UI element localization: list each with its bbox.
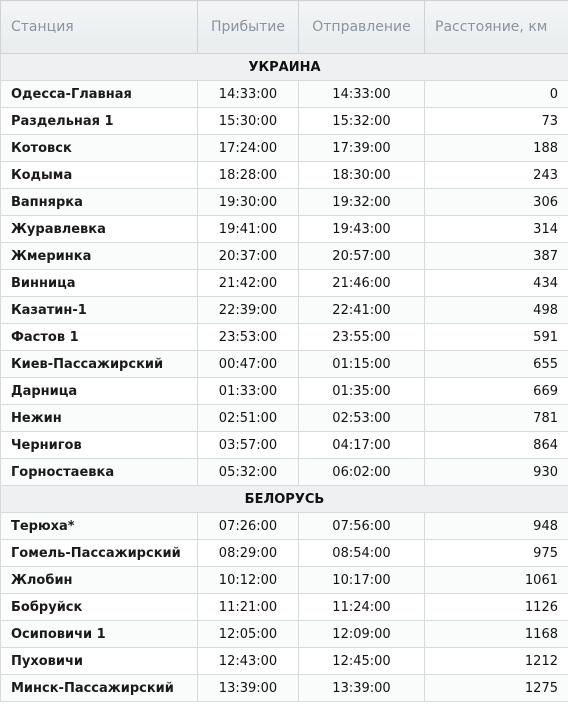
station-cell: Фастов 1 — [1, 324, 198, 351]
table-row — [1, 81, 568, 108]
station-cell: Минск-Пассажирский — [1, 675, 198, 702]
departure-cell: 12:09:00 — [299, 621, 425, 648]
distance-cell: 1168 — [425, 621, 568, 648]
distance-cell: 781 — [425, 405, 568, 432]
departure-cell: 02:53:00 — [299, 405, 425, 432]
distance-cell: 948 — [425, 513, 568, 540]
column-header-arrival[interactable]: Прибытие — [198, 1, 299, 54]
distance-cell: 387 — [425, 243, 568, 270]
distance-cell: 0 — [425, 81, 568, 108]
station-cell: Горностаевка — [1, 459, 198, 486]
arrival-cell: 15:30:00 — [198, 108, 299, 135]
departure-cell: 11:24:00 — [299, 594, 425, 621]
distance-cell: 669 — [425, 378, 568, 405]
column-header-departure[interactable]: Отправление — [299, 1, 425, 54]
section-row — [1, 486, 568, 513]
departure-cell: 18:30:00 — [299, 162, 425, 189]
arrival-cell: 22:39:00 — [198, 297, 299, 324]
station-cell: Раздельная 1 — [1, 108, 198, 135]
arrival-cell: 12:43:00 — [198, 648, 299, 675]
arrival-cell: 12:05:00 — [198, 621, 299, 648]
arrival-cell: 20:37:00 — [198, 243, 299, 270]
station-cell: Казатин-1 — [1, 297, 198, 324]
table-row — [1, 297, 568, 324]
table-body — [1, 54, 568, 702]
arrival-cell: 14:33:00 — [198, 81, 299, 108]
arrival-cell: 02:51:00 — [198, 405, 299, 432]
arrival-cell: 17:24:00 — [198, 135, 299, 162]
arrival-cell: 18:28:00 — [198, 162, 299, 189]
table-row — [1, 351, 568, 378]
arrival-cell: 10:12:00 — [198, 567, 299, 594]
station-cell: Дарница — [1, 378, 198, 405]
distance-cell: 1126 — [425, 594, 568, 621]
table-row — [1, 567, 568, 594]
departure-cell: 04:17:00 — [299, 432, 425, 459]
station-cell: Нежин — [1, 405, 198, 432]
distance-cell: 188 — [425, 135, 568, 162]
departure-cell: 14:33:00 — [299, 81, 425, 108]
distance-cell: 434 — [425, 270, 568, 297]
station-cell: Журавлевка — [1, 216, 198, 243]
arrival-cell: 11:21:00 — [198, 594, 299, 621]
section-title: УКРАИНА — [1, 54, 568, 81]
arrival-cell: 05:32:00 — [198, 459, 299, 486]
distance-cell: 591 — [425, 324, 568, 351]
arrival-cell: 21:42:00 — [198, 270, 299, 297]
table-row — [1, 324, 568, 351]
departure-cell: 13:39:00 — [299, 675, 425, 702]
table-row — [1, 621, 568, 648]
arrival-cell: 19:30:00 — [198, 189, 299, 216]
table-row — [1, 189, 568, 216]
column-header-station[interactable]: Станция — [1, 1, 198, 54]
table-row — [1, 135, 568, 162]
departure-cell: 19:32:00 — [299, 189, 425, 216]
distance-cell: 1212 — [425, 648, 568, 675]
table-row — [1, 648, 568, 675]
distance-cell: 243 — [425, 162, 568, 189]
departure-cell: 19:43:00 — [299, 216, 425, 243]
station-cell: Жлобин — [1, 567, 198, 594]
departure-cell: 01:35:00 — [299, 378, 425, 405]
table-row — [1, 432, 568, 459]
departure-cell: 08:54:00 — [299, 540, 425, 567]
distance-cell: 498 — [425, 297, 568, 324]
departure-cell: 07:56:00 — [299, 513, 425, 540]
arrival-cell: 07:26:00 — [198, 513, 299, 540]
station-cell: Осиповичи 1 — [1, 621, 198, 648]
table-row — [1, 405, 568, 432]
table-row — [1, 216, 568, 243]
header-row — [1, 1, 568, 54]
table-row — [1, 243, 568, 270]
distance-cell: 314 — [425, 216, 568, 243]
departure-cell: 12:45:00 — [299, 648, 425, 675]
departure-cell: 21:46:00 — [299, 270, 425, 297]
arrival-cell: 19:41:00 — [198, 216, 299, 243]
station-cell: Жмеринка — [1, 243, 198, 270]
table-row — [1, 162, 568, 189]
departure-cell: 22:41:00 — [299, 297, 425, 324]
departure-cell: 23:55:00 — [299, 324, 425, 351]
station-cell: Одесса-Главная — [1, 81, 198, 108]
arrival-cell: 01:33:00 — [198, 378, 299, 405]
departure-cell: 10:17:00 — [299, 567, 425, 594]
section-row — [1, 54, 568, 81]
table-row — [1, 378, 568, 405]
station-cell: Вапнярка — [1, 189, 198, 216]
station-cell: Чернигов — [1, 432, 198, 459]
station-cell: Кодыма — [1, 162, 198, 189]
station-cell: Бобруйск — [1, 594, 198, 621]
arrival-cell: 23:53:00 — [198, 324, 299, 351]
station-cell: Гомель-Пассажирский — [1, 540, 198, 567]
distance-cell: 306 — [425, 189, 568, 216]
station-cell: Винница — [1, 270, 198, 297]
arrival-cell: 13:39:00 — [198, 675, 299, 702]
station-cell: Пуховичи — [1, 648, 198, 675]
distance-cell: 73 — [425, 108, 568, 135]
section-title: БЕЛОРУСЬ — [1, 486, 568, 513]
station-cell: Терюха* — [1, 513, 198, 540]
table-header — [1, 1, 568, 54]
departure-cell: 06:02:00 — [299, 459, 425, 486]
distance-cell: 655 — [425, 351, 568, 378]
station-cell: Котовск — [1, 135, 198, 162]
distance-cell: 1061 — [425, 567, 568, 594]
table-row — [1, 270, 568, 297]
table-row — [1, 513, 568, 540]
distance-cell: 864 — [425, 432, 568, 459]
table-row — [1, 540, 568, 567]
arrival-cell: 08:29:00 — [198, 540, 299, 567]
distance-cell: 975 — [425, 540, 568, 567]
departure-cell: 15:32:00 — [299, 108, 425, 135]
table-row — [1, 459, 568, 486]
departure-cell: 01:15:00 — [299, 351, 425, 378]
station-cell: Киев-Пассажирский — [1, 351, 198, 378]
departure-cell: 20:57:00 — [299, 243, 425, 270]
table-row — [1, 108, 568, 135]
distance-cell: 930 — [425, 459, 568, 486]
arrival-cell: 03:57:00 — [198, 432, 299, 459]
arrival-cell: 00:47:00 — [198, 351, 299, 378]
column-header-distance[interactable]: Расстояние, км — [425, 1, 568, 54]
departure-cell: 17:39:00 — [299, 135, 425, 162]
table-row — [1, 594, 568, 621]
distance-cell: 1275 — [425, 675, 568, 702]
table-row — [1, 675, 568, 702]
